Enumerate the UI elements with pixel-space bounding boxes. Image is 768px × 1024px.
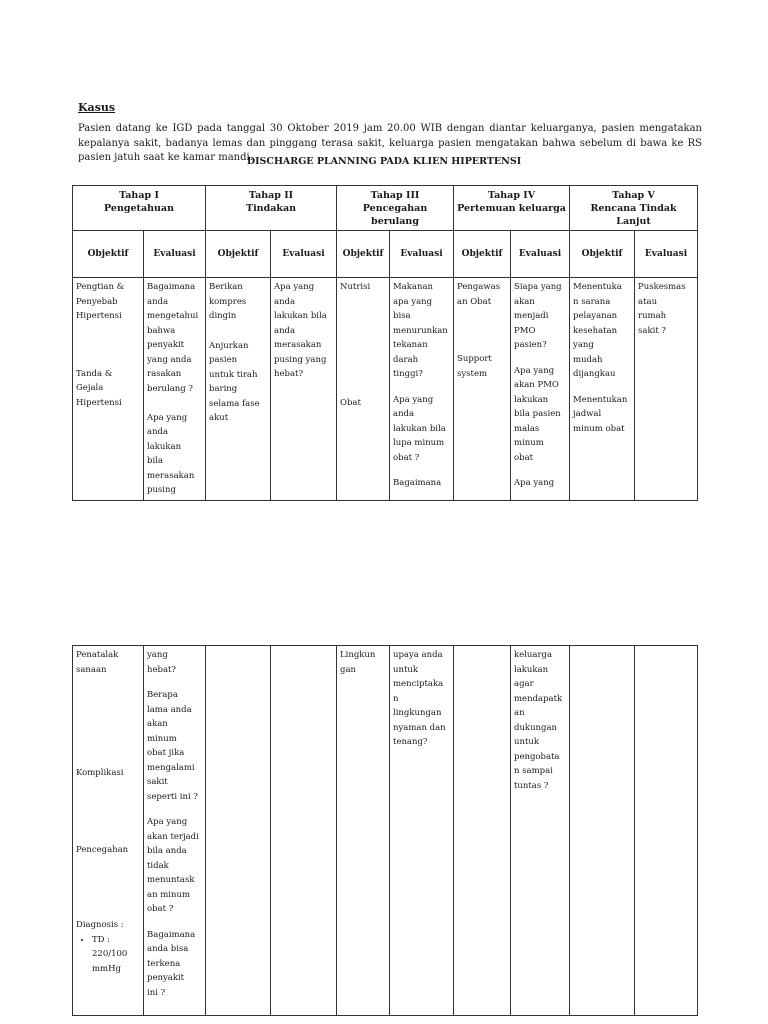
objektif-header: Objektif [73, 231, 144, 278]
stage2-evaluasi-cell [271, 278, 337, 501]
stage2-evaluasi-cell [271, 646, 337, 1016]
stage1-objektif-cell [73, 646, 144, 1016]
stage5-evaluasi-cell [635, 278, 698, 501]
discharge-table-part2 [72, 645, 698, 1016]
content-row [73, 646, 698, 1016]
cell-text: Apa yang [514, 478, 555, 488]
cell-text: Tanda & Gejala Hipertensi [76, 368, 122, 408]
cell-text: keluarga lakukan agar mendapatk an dukungan untuk pengobata n sampai tuntas ? [514, 650, 563, 791]
stage4-objektif-cell [454, 278, 511, 501]
stage3-evaluasi-cell [390, 278, 454, 501]
stage5-objektif-cell [570, 278, 635, 501]
cell-text: Siapa yang akan menjadi PMO pasien? [514, 282, 562, 350]
stage-header-2: Tahap II Tindakan [206, 186, 337, 231]
cell-text: Bagaimana [393, 478, 442, 488]
stage-header-row [73, 186, 698, 231]
stage-header-1: Tahap I Pengetahuan [73, 186, 206, 231]
cell-text: Pengawas an Obat [457, 282, 501, 307]
objektif-header: Objektif [454, 231, 511, 278]
stage4-objektif-cell [454, 646, 511, 1016]
cell-text: Apa yang anda lakukan bila lupa minum obat ? [393, 394, 446, 463]
cell-text: yang hebat? [147, 650, 176, 675]
cell-text: Apa yang akan PMO lakukan bila pasien malas minum obat [514, 365, 561, 463]
cell-text: Obat [340, 397, 361, 408]
evaluasi-header: Evaluasi [511, 231, 570, 278]
evaluasi-header: Evaluasi [635, 231, 698, 278]
cell-text: Komplikasi [76, 768, 124, 778]
cell-text: Support system [457, 354, 492, 379]
stage-header-4: Tahap IV Pertemuan keluarga [454, 186, 570, 231]
cell-text: Makanan apa yang bisa menurunkan tekanan darah tinggi? [393, 282, 448, 379]
diagnosis-item: • TD : 220/100 mmHg [92, 933, 140, 977]
objektif-header: Objektif [206, 231, 271, 278]
stage2-objektif-cell [206, 278, 271, 501]
case-paragraph: Pasien datang ke IGD pada tanggal 30 Oktober 2019 jam 20.00 WIB dengan diantar keluarganya, pasien mengatakan kepalanya sakit, badanya lemas dan pinggang terasa sakit, keluarga pasien mengatakan bahwa sebelum di bawa ke RS pasien jatuh saat ke kamar mandi. [78, 123, 702, 163]
cell-text: Berapa lama anda akan minum obat jika mengalami sakit seperti ini ? [147, 690, 198, 802]
cell-text: upaya anda untuk menciptaka n lingkungan nyaman dan tenang? [393, 650, 446, 747]
cell-text: Pencegahan [76, 844, 129, 855]
stage4-evaluasi-cell [511, 646, 570, 1016]
stage1-evaluasi-cell [144, 278, 206, 501]
kasus-heading: Kasus [78, 101, 116, 114]
discharge-table-part1 [72, 185, 698, 501]
cell-text: Berikan kompres dingin [209, 282, 247, 321]
stage4-evaluasi-cell [511, 278, 570, 501]
evaluasi-header: Evaluasi [271, 231, 337, 278]
stage2-objektif-cell [206, 646, 271, 1016]
stage3-objektif-cell [337, 278, 390, 501]
cell-text: Diagnosis : [76, 920, 124, 930]
stage5-objektif-cell [570, 646, 635, 1016]
objektif-header: Objektif [570, 231, 635, 278]
cell-text: Penatalak sanaan [76, 650, 119, 675]
evaluasi-header: Evaluasi [390, 231, 454, 278]
cell-text: Menentukan jadwal minum obat [573, 394, 628, 434]
cell-text: Apa yang anda lakukan bila anda merasakan pusing yang hebat? [274, 282, 327, 379]
cell-text: Lingkun gan [340, 650, 376, 675]
cell-text: Nutrisi [340, 282, 371, 292]
content-row [73, 278, 698, 501]
cell-text: Bagaimana anda mengetahui bahwa penyakit yang anda rasakan berulang ? Apa yang anda lakukan bila merasakan pusing [147, 282, 199, 495]
cell-text: Anjurkan pasien untuk tirah baring selama fase akut [209, 340, 260, 423]
stage5-evaluasi-cell [635, 646, 698, 1016]
diagnosis-list [76, 933, 140, 977]
cell-text: Bagaimana anda bisa terkena penyakit ini ? [147, 929, 196, 998]
document-title: DISCHARGE PLANNING PADA KLIEN HIPERTENSI [246, 156, 522, 167]
stage-header-3: Tahap III Pencegahan berulang [337, 186, 454, 231]
sub-header-row [73, 231, 698, 278]
stage-header-5: Tahap V Rencana Tindak Lanjut [570, 186, 698, 231]
objektif-header: Objektif [337, 231, 390, 278]
stage1-evaluasi-cell [144, 646, 206, 1016]
cell-text: Apa yang akan terjadi bila anda tidak menuntask an minum obat ? [147, 817, 199, 914]
evaluasi-header: Evaluasi [144, 231, 206, 278]
stage1-objektif-cell [73, 278, 144, 501]
stage3-evaluasi-cell [390, 646, 454, 1016]
cell-text: Menentuka n sarana pelayanan kesehatan yang mudah dijangkau [573, 282, 622, 379]
cell-text: Pengtian & Penyebab Hipertensi [76, 282, 125, 321]
cell-text: Puskesmas atau rumah sakit ? [638, 282, 686, 336]
stage3-objektif-cell [337, 646, 390, 1016]
